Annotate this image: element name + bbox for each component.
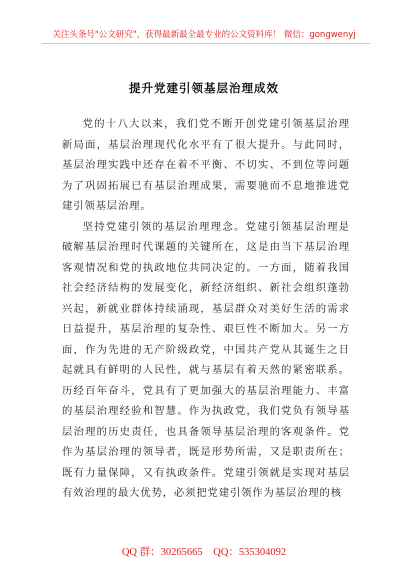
body-paragraph: 坚持党建引领的基层治理理念。党建引领基层治理是破解基层治理时代课题的关键所在，这是由当下基层治理客观情况和党的执政地位共同决定的。一方面，随着我国社会经济结构的发展变化，新经济组织、新社会组织蓬勃兴起，新就业群体持续涌现，基层群众对美好生活的需求日益提升，基层治理的复杂性、艰巨性不断加大。另一方面，作为先进的无产阶级政党，中国共产党从其诞生之日起就具有鲜明的人民性，就与基层有着天然的紧密联系。历经百年奋斗，党具有了更加强大的基层治理能力、丰富的基层治理经验和智慧。作为执政党，我们党负有领导基层治理的历史责任，也具备领导基层治理的客观条件。党作为基层治理的领导者，既是形势所需，又是职责所在；既有力量保障，又有执政条件。党建引领就是实现对基层有效治理的最大优势，必须把党建引领作为基层治理的核 [62,220,350,499]
footer-qq: QQ：535304092 [213,547,287,558]
document-body [62,114,350,504]
body-paragraph: 党的十八大以来，我们党不断开创党建引领基层治理新局面，基层治理现代化水平有了很大提升。与此同时，基层治理实践中还存在着不平衡、不切实、不到位等问题为了巩固拓展已有基层治理成果，需要驰而不息地推进党建引领基层治理。 [62,118,350,212]
footer-contact [0,544,408,559]
header-promo-note: 关注头条号"公文研究"，获得最新最全最专业的公文资料库！ 微信：gongwenyj [52,30,356,40]
header-divider [42,43,370,44]
footer-qq-group: QQ 群：30265665 [121,547,203,558]
document-title: 提升党建引领基层治理成效 [129,81,279,95]
